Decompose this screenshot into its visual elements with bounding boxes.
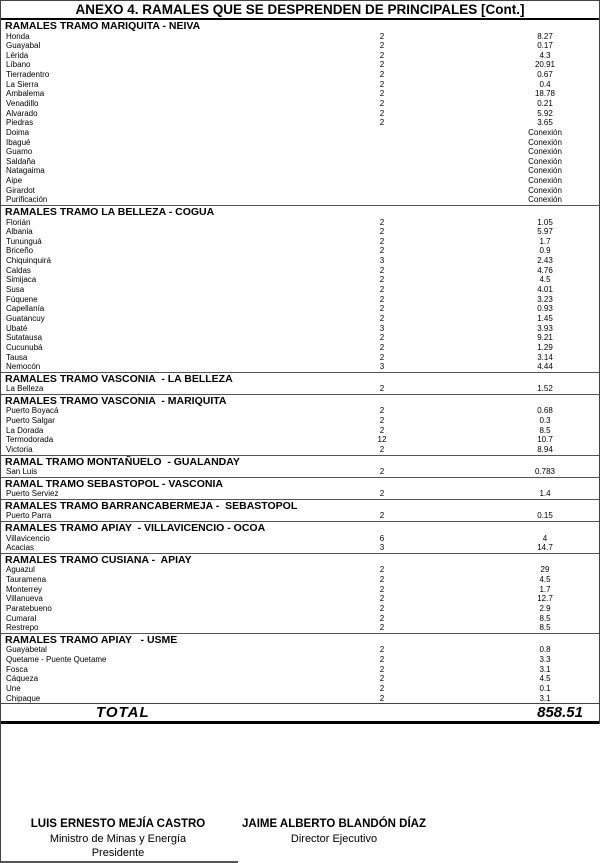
table-row bbox=[1, 227, 599, 237]
cell-branch-name: Fosca bbox=[6, 664, 28, 674]
table-row bbox=[1, 80, 599, 90]
table-row bbox=[1, 665, 599, 675]
cell-branch-name: Tausa bbox=[6, 352, 28, 362]
cell-length: 4.5 bbox=[539, 275, 551, 285]
cell-length: 1.7 bbox=[539, 584, 551, 594]
cell-length: 9.21 bbox=[537, 333, 553, 343]
cell-diameter: 6 bbox=[379, 533, 385, 543]
section-rows bbox=[1, 384, 599, 394]
cell-length: 4.01 bbox=[537, 285, 553, 295]
table-row bbox=[1, 585, 599, 595]
cell-diameter: 2 bbox=[379, 594, 385, 604]
section-rows bbox=[1, 511, 599, 521]
cell-branch-name: Chiquinquirá bbox=[6, 256, 51, 266]
cell-length: 1.45 bbox=[537, 313, 553, 323]
table-row bbox=[1, 565, 599, 575]
cell-length: 3.1 bbox=[539, 693, 551, 703]
table-row bbox=[1, 166, 599, 176]
total-row bbox=[1, 703, 599, 724]
cell-length: 1.29 bbox=[537, 342, 553, 352]
cell-length: 1.05 bbox=[537, 217, 553, 227]
cell-diameter: 2 bbox=[379, 50, 385, 60]
cell-diameter: 2 bbox=[379, 623, 385, 633]
cell-diameter: 2 bbox=[379, 70, 385, 80]
cell-length: 4.76 bbox=[537, 265, 553, 275]
table-row bbox=[1, 467, 599, 477]
cell-branch-name: Saldaña bbox=[6, 156, 36, 166]
cell-length: 2.43 bbox=[537, 256, 553, 266]
cell-branch-name: Cáqueza bbox=[6, 674, 39, 684]
table-row bbox=[1, 362, 599, 372]
cell-length: 3.65 bbox=[537, 118, 553, 128]
cell-length: 0.1 bbox=[539, 683, 551, 693]
cell-length: 18.78 bbox=[534, 89, 556, 99]
table-row bbox=[1, 511, 599, 521]
cell-branch-name: Villanueva bbox=[6, 594, 43, 604]
cell-length: Conexión bbox=[528, 176, 562, 186]
cell-length: 0.17 bbox=[537, 41, 553, 51]
table-row bbox=[1, 118, 599, 128]
cell-branch-name: Natagaima bbox=[6, 166, 45, 176]
table-row bbox=[1, 89, 599, 99]
cell-branch-name: Chipaque bbox=[6, 693, 41, 703]
cell-length: Conexión bbox=[528, 137, 562, 147]
cell-length: 0.9 bbox=[539, 246, 551, 256]
cell-branch-name: Tauramena bbox=[6, 574, 47, 584]
cell-diameter: 2 bbox=[379, 603, 385, 613]
cell-length: 8.27 bbox=[537, 31, 553, 41]
cell-diameter: 2 bbox=[379, 406, 385, 416]
cell-length: Conexión bbox=[528, 195, 562, 205]
cell-branch-name: Termodorada bbox=[6, 435, 54, 445]
table-section bbox=[1, 553, 599, 633]
table-row bbox=[1, 176, 599, 186]
cell-branch-name: Ubaté bbox=[6, 323, 28, 333]
cell-branch-name: Victoria bbox=[6, 444, 33, 454]
cell-diameter: 3 bbox=[379, 543, 385, 553]
cell-branch-name: La Belleza bbox=[6, 384, 44, 394]
table-section bbox=[1, 394, 599, 455]
section-rows bbox=[1, 534, 599, 553]
table-row bbox=[1, 256, 599, 266]
section-header: RAMAL TRAMO MONTAÑUELO - GUALANDAY bbox=[5, 455, 240, 468]
cell-branch-name: Nemocón bbox=[6, 362, 41, 372]
cell-length: 8.5 bbox=[539, 613, 551, 623]
table-row bbox=[1, 237, 599, 247]
section-header: RAMAL TRAMO SEBASTOPOL - VASCONIA bbox=[5, 477, 223, 490]
cell-length: 29 bbox=[540, 565, 550, 575]
cell-diameter: 2 bbox=[379, 265, 385, 275]
cell-branch-name: San Luis bbox=[6, 467, 38, 477]
table-row bbox=[1, 543, 599, 553]
cell-branch-name: Cumaral bbox=[6, 613, 37, 623]
cell-branch-name: La Dorada bbox=[6, 425, 44, 435]
cell-diameter: 2 bbox=[379, 425, 385, 435]
table-row bbox=[1, 694, 599, 704]
cell-length: 3.3 bbox=[539, 654, 551, 664]
section-rows bbox=[1, 489, 599, 499]
cell-diameter: 2 bbox=[379, 489, 385, 499]
cell-branch-name: Florián bbox=[6, 217, 31, 227]
table-row bbox=[1, 109, 599, 119]
table-row bbox=[1, 645, 599, 655]
cell-length: 3.23 bbox=[537, 294, 553, 304]
cell-diameter: 3 bbox=[379, 256, 385, 266]
cell-length: 3.14 bbox=[537, 352, 553, 362]
section-rows bbox=[1, 565, 599, 632]
cell-diameter: 2 bbox=[379, 654, 385, 664]
cell-length: 12.7 bbox=[537, 594, 553, 604]
table-row bbox=[1, 99, 599, 109]
section-header: RAMALES TRAMO VASCONIA - MARIQUITA bbox=[5, 394, 227, 407]
cell-diameter: 2 bbox=[379, 304, 385, 314]
cell-branch-name: Puerto Boyacá bbox=[6, 406, 59, 416]
cell-length: 0.783 bbox=[534, 467, 556, 477]
cell-branch-name: Tununguá bbox=[6, 236, 42, 246]
table-row bbox=[1, 70, 599, 80]
cell-length: 1.4 bbox=[539, 489, 551, 499]
cell-length: 4 bbox=[542, 533, 548, 543]
table-row bbox=[1, 604, 599, 614]
table-row bbox=[1, 416, 599, 426]
signature-minister-name: LUIS ERNESTO MEJÍA CASTRO bbox=[30, 818, 206, 830]
section-rows bbox=[1, 32, 599, 206]
cell-branch-name: Monterrey bbox=[6, 584, 43, 594]
table-title: ANEXO 4. RAMALES QUE SE DESPRENDEN DE PRINCIPALES [Cont.] bbox=[1, 1, 599, 20]
cell-length: Conexión bbox=[528, 156, 562, 166]
cell-branch-name: Une bbox=[6, 683, 21, 693]
section-header: RAMALES TRAMO APIAY - VILLAVICENCIO - OCOA bbox=[5, 522, 266, 535]
cell-diameter: 2 bbox=[379, 584, 385, 594]
cell-branch-name: Honda bbox=[6, 31, 30, 41]
cell-length: Conexión bbox=[528, 185, 562, 195]
table-row bbox=[1, 147, 599, 157]
cell-branch-name: Ambalema bbox=[6, 89, 45, 99]
table-row bbox=[1, 128, 599, 138]
cell-branch-name: Simijaca bbox=[6, 275, 37, 285]
cell-branch-name: Puerto Serviez bbox=[6, 489, 59, 499]
cell-diameter: 2 bbox=[379, 60, 385, 70]
table-row bbox=[1, 41, 599, 51]
cell-diameter: 2 bbox=[379, 98, 385, 108]
cell-branch-name: Susa bbox=[6, 285, 25, 295]
cell-diameter: 2 bbox=[379, 89, 385, 99]
table-row bbox=[1, 684, 599, 694]
cell-diameter: 2 bbox=[379, 108, 385, 118]
table-row bbox=[1, 295, 599, 305]
table-section bbox=[1, 20, 599, 205]
cell-branch-name: Cucunubá bbox=[6, 342, 43, 352]
table-row bbox=[1, 575, 599, 585]
cell-diameter: 2 bbox=[379, 313, 385, 323]
section-header: RAMALES TRAMO LA BELLEZA - COGUA bbox=[5, 206, 215, 219]
cell-diameter: 2 bbox=[379, 227, 385, 237]
cell-diameter: 2 bbox=[379, 285, 385, 295]
table-section bbox=[1, 372, 599, 394]
table-row bbox=[1, 195, 599, 205]
cell-diameter: 2 bbox=[379, 217, 385, 227]
table-row bbox=[1, 674, 599, 684]
cell-branch-name: Ibagué bbox=[6, 137, 31, 147]
table-row bbox=[1, 333, 599, 343]
table-row bbox=[1, 314, 599, 324]
table-row bbox=[1, 51, 599, 61]
cell-length: 4.5 bbox=[539, 574, 551, 584]
cell-branch-name: Briceño bbox=[6, 246, 34, 256]
cell-diameter: 2 bbox=[379, 613, 385, 623]
signature-minister-title: Ministro de Minas y Energía bbox=[49, 833, 187, 845]
section-header: RAMALES TRAMO BARRANCABERMEJA - SEBASTOPOL bbox=[5, 499, 298, 512]
cell-branch-name: Guamo bbox=[6, 147, 33, 157]
cell-branch-name: Capellanía bbox=[6, 304, 45, 314]
cell-length: 0.68 bbox=[537, 406, 553, 416]
table-row bbox=[1, 186, 599, 196]
table-row bbox=[1, 324, 599, 334]
table-section bbox=[1, 499, 599, 521]
table-row bbox=[1, 534, 599, 544]
cell-length: 0.4 bbox=[539, 79, 551, 89]
cell-branch-name: Acacias bbox=[6, 543, 35, 553]
cell-length: 0.8 bbox=[539, 645, 551, 655]
cell-length: Conexión bbox=[528, 147, 562, 157]
table-section bbox=[1, 455, 599, 477]
cell-diameter: 12 bbox=[377, 435, 387, 445]
cell-length: 3.93 bbox=[537, 323, 553, 333]
cell-length: 0.21 bbox=[537, 98, 553, 108]
cell-diameter: 2 bbox=[379, 352, 385, 362]
cell-length: 8.5 bbox=[539, 623, 551, 633]
table-row bbox=[1, 246, 599, 256]
total-label: TOTAL bbox=[96, 704, 150, 722]
cell-diameter: 2 bbox=[379, 384, 385, 394]
cell-length: 14.7 bbox=[537, 543, 553, 553]
cell-branch-name: Aguazul bbox=[6, 565, 35, 575]
cell-branch-name: Guayabetal bbox=[6, 645, 47, 655]
cell-branch-name: Venadillo bbox=[6, 98, 39, 108]
cell-diameter: 2 bbox=[379, 574, 385, 584]
table-row bbox=[1, 594, 599, 604]
cell-branch-name: Tierradentro bbox=[6, 70, 50, 80]
table-row bbox=[1, 435, 599, 445]
table-row bbox=[1, 489, 599, 499]
table-row bbox=[1, 353, 599, 363]
cell-branch-name: Puerto Parra bbox=[6, 511, 52, 521]
cell-diameter: 2 bbox=[379, 444, 385, 454]
table-row bbox=[1, 266, 599, 276]
total-value: 858.51 bbox=[537, 704, 583, 722]
section-header: RAMALES TRAMO APIAY - USME bbox=[5, 633, 178, 646]
table-section bbox=[1, 205, 599, 372]
signature-minister bbox=[13, 817, 223, 860]
table-row bbox=[1, 406, 599, 416]
table-row bbox=[1, 32, 599, 42]
section-header: RAMALES TRAMO VASCONIA - LA BELLEZA bbox=[5, 372, 233, 385]
cell-length: 4.44 bbox=[537, 362, 553, 372]
cell-diameter: 2 bbox=[379, 236, 385, 246]
cell-branch-name: Fúquene bbox=[6, 294, 38, 304]
signature-director bbox=[234, 817, 434, 846]
table-row bbox=[1, 426, 599, 436]
cell-diameter: 2 bbox=[379, 333, 385, 343]
cell-diameter: 2 bbox=[379, 79, 385, 89]
signature-director-title: Director Ejecutivo bbox=[290, 833, 378, 845]
cell-branch-name: Quetame - Puente Quetame bbox=[6, 654, 107, 664]
cell-branch-name: Guatancuy bbox=[6, 313, 45, 323]
cell-diameter: 2 bbox=[379, 31, 385, 41]
cell-branch-name: Villavicencio bbox=[6, 533, 50, 543]
table-section bbox=[1, 521, 599, 553]
cell-diameter: 2 bbox=[379, 683, 385, 693]
table-row bbox=[1, 384, 599, 394]
cell-branch-name: Doima bbox=[6, 127, 30, 137]
cell-diameter: 2 bbox=[379, 645, 385, 655]
table-row bbox=[1, 285, 599, 295]
cell-branch-name: Paratebueno bbox=[6, 603, 52, 613]
cell-branch-name: Aipe bbox=[6, 176, 23, 186]
table-row bbox=[1, 343, 599, 353]
table-row bbox=[1, 60, 599, 70]
cell-branch-name: Alvarado bbox=[6, 108, 38, 118]
table-body bbox=[1, 20, 599, 703]
cell-length: 5.97 bbox=[537, 227, 553, 237]
cell-diameter: 2 bbox=[379, 275, 385, 285]
cell-branch-name: Lérida bbox=[6, 50, 29, 60]
cell-diameter: 3 bbox=[379, 362, 385, 372]
cell-length: 20.91 bbox=[534, 60, 556, 70]
cell-diameter: 2 bbox=[379, 416, 385, 426]
cell-diameter: 2 bbox=[379, 246, 385, 256]
cell-diameter: 3 bbox=[379, 323, 385, 333]
cell-branch-name: Caldas bbox=[6, 265, 31, 275]
cell-length: 0.93 bbox=[537, 304, 553, 314]
cell-branch-name: La Sierra bbox=[6, 79, 39, 89]
cell-length: Conexión bbox=[528, 127, 562, 137]
table-row bbox=[1, 614, 599, 624]
table-row bbox=[1, 304, 599, 314]
cell-diameter: 2 bbox=[379, 41, 385, 51]
section-rows bbox=[1, 406, 599, 454]
cell-branch-name: Girardot bbox=[6, 185, 35, 195]
cell-branch-name: Guayabal bbox=[6, 41, 41, 51]
cell-diameter: 2 bbox=[379, 674, 385, 684]
cell-branch-name: Piedras bbox=[6, 118, 34, 128]
section-rows bbox=[1, 467, 599, 477]
cell-diameter: 2 bbox=[379, 693, 385, 703]
cell-branch-name: Albania bbox=[6, 227, 33, 237]
cell-branch-name: Restrepo bbox=[6, 623, 39, 633]
table-row bbox=[1, 655, 599, 665]
table-row bbox=[1, 218, 599, 228]
table-row bbox=[1, 138, 599, 148]
cell-length: 4.3 bbox=[539, 50, 551, 60]
anexo-table bbox=[1, 0, 600, 724]
cell-diameter: 2 bbox=[379, 511, 385, 521]
cell-branch-name: Puerto Salgar bbox=[6, 416, 55, 426]
cell-length: 0.15 bbox=[537, 511, 553, 521]
section-rows bbox=[1, 218, 599, 372]
cell-diameter: 2 bbox=[379, 342, 385, 352]
table-section bbox=[1, 633, 599, 703]
cell-length: 3.1 bbox=[539, 664, 551, 674]
cell-branch-name: Líbano bbox=[6, 60, 31, 70]
cell-length: 1.7 bbox=[539, 236, 551, 246]
table-row bbox=[1, 157, 599, 167]
table-row bbox=[1, 623, 599, 633]
cell-diameter: 2 bbox=[379, 565, 385, 575]
cell-diameter: 2 bbox=[379, 467, 385, 477]
signature-minister-role: Presidente bbox=[91, 847, 145, 859]
cell-length: Conexión bbox=[528, 166, 562, 176]
cell-length: 2.9 bbox=[539, 603, 551, 613]
cell-length: 5.92 bbox=[537, 108, 553, 118]
cell-branch-name: Purificación bbox=[6, 195, 48, 205]
cell-length: 0.3 bbox=[539, 416, 551, 426]
cell-length: 8.94 bbox=[537, 444, 553, 454]
cell-length: 8.5 bbox=[539, 425, 551, 435]
cell-diameter: 2 bbox=[379, 664, 385, 674]
section-rows bbox=[1, 645, 599, 703]
table-row bbox=[1, 445, 599, 455]
table-row bbox=[1, 275, 599, 285]
section-header: RAMALES TRAMO CUSIANA - APIAY bbox=[5, 553, 192, 566]
cell-branch-name: Sutatausa bbox=[6, 333, 43, 343]
section-header: RAMALES TRAMO MARIQUITA - NEIVA bbox=[5, 20, 201, 32]
cell-length: 4.5 bbox=[539, 674, 551, 684]
cell-length: 10.7 bbox=[537, 435, 553, 445]
table-section bbox=[1, 477, 599, 499]
cell-diameter: 2 bbox=[379, 118, 385, 128]
signature-director-name: JAIME ALBERTO BLANDÓN DÍAZ bbox=[242, 818, 426, 830]
cell-length: 0.67 bbox=[537, 70, 553, 80]
cell-diameter: 2 bbox=[379, 294, 385, 304]
cell-length: 1.52 bbox=[537, 384, 553, 394]
